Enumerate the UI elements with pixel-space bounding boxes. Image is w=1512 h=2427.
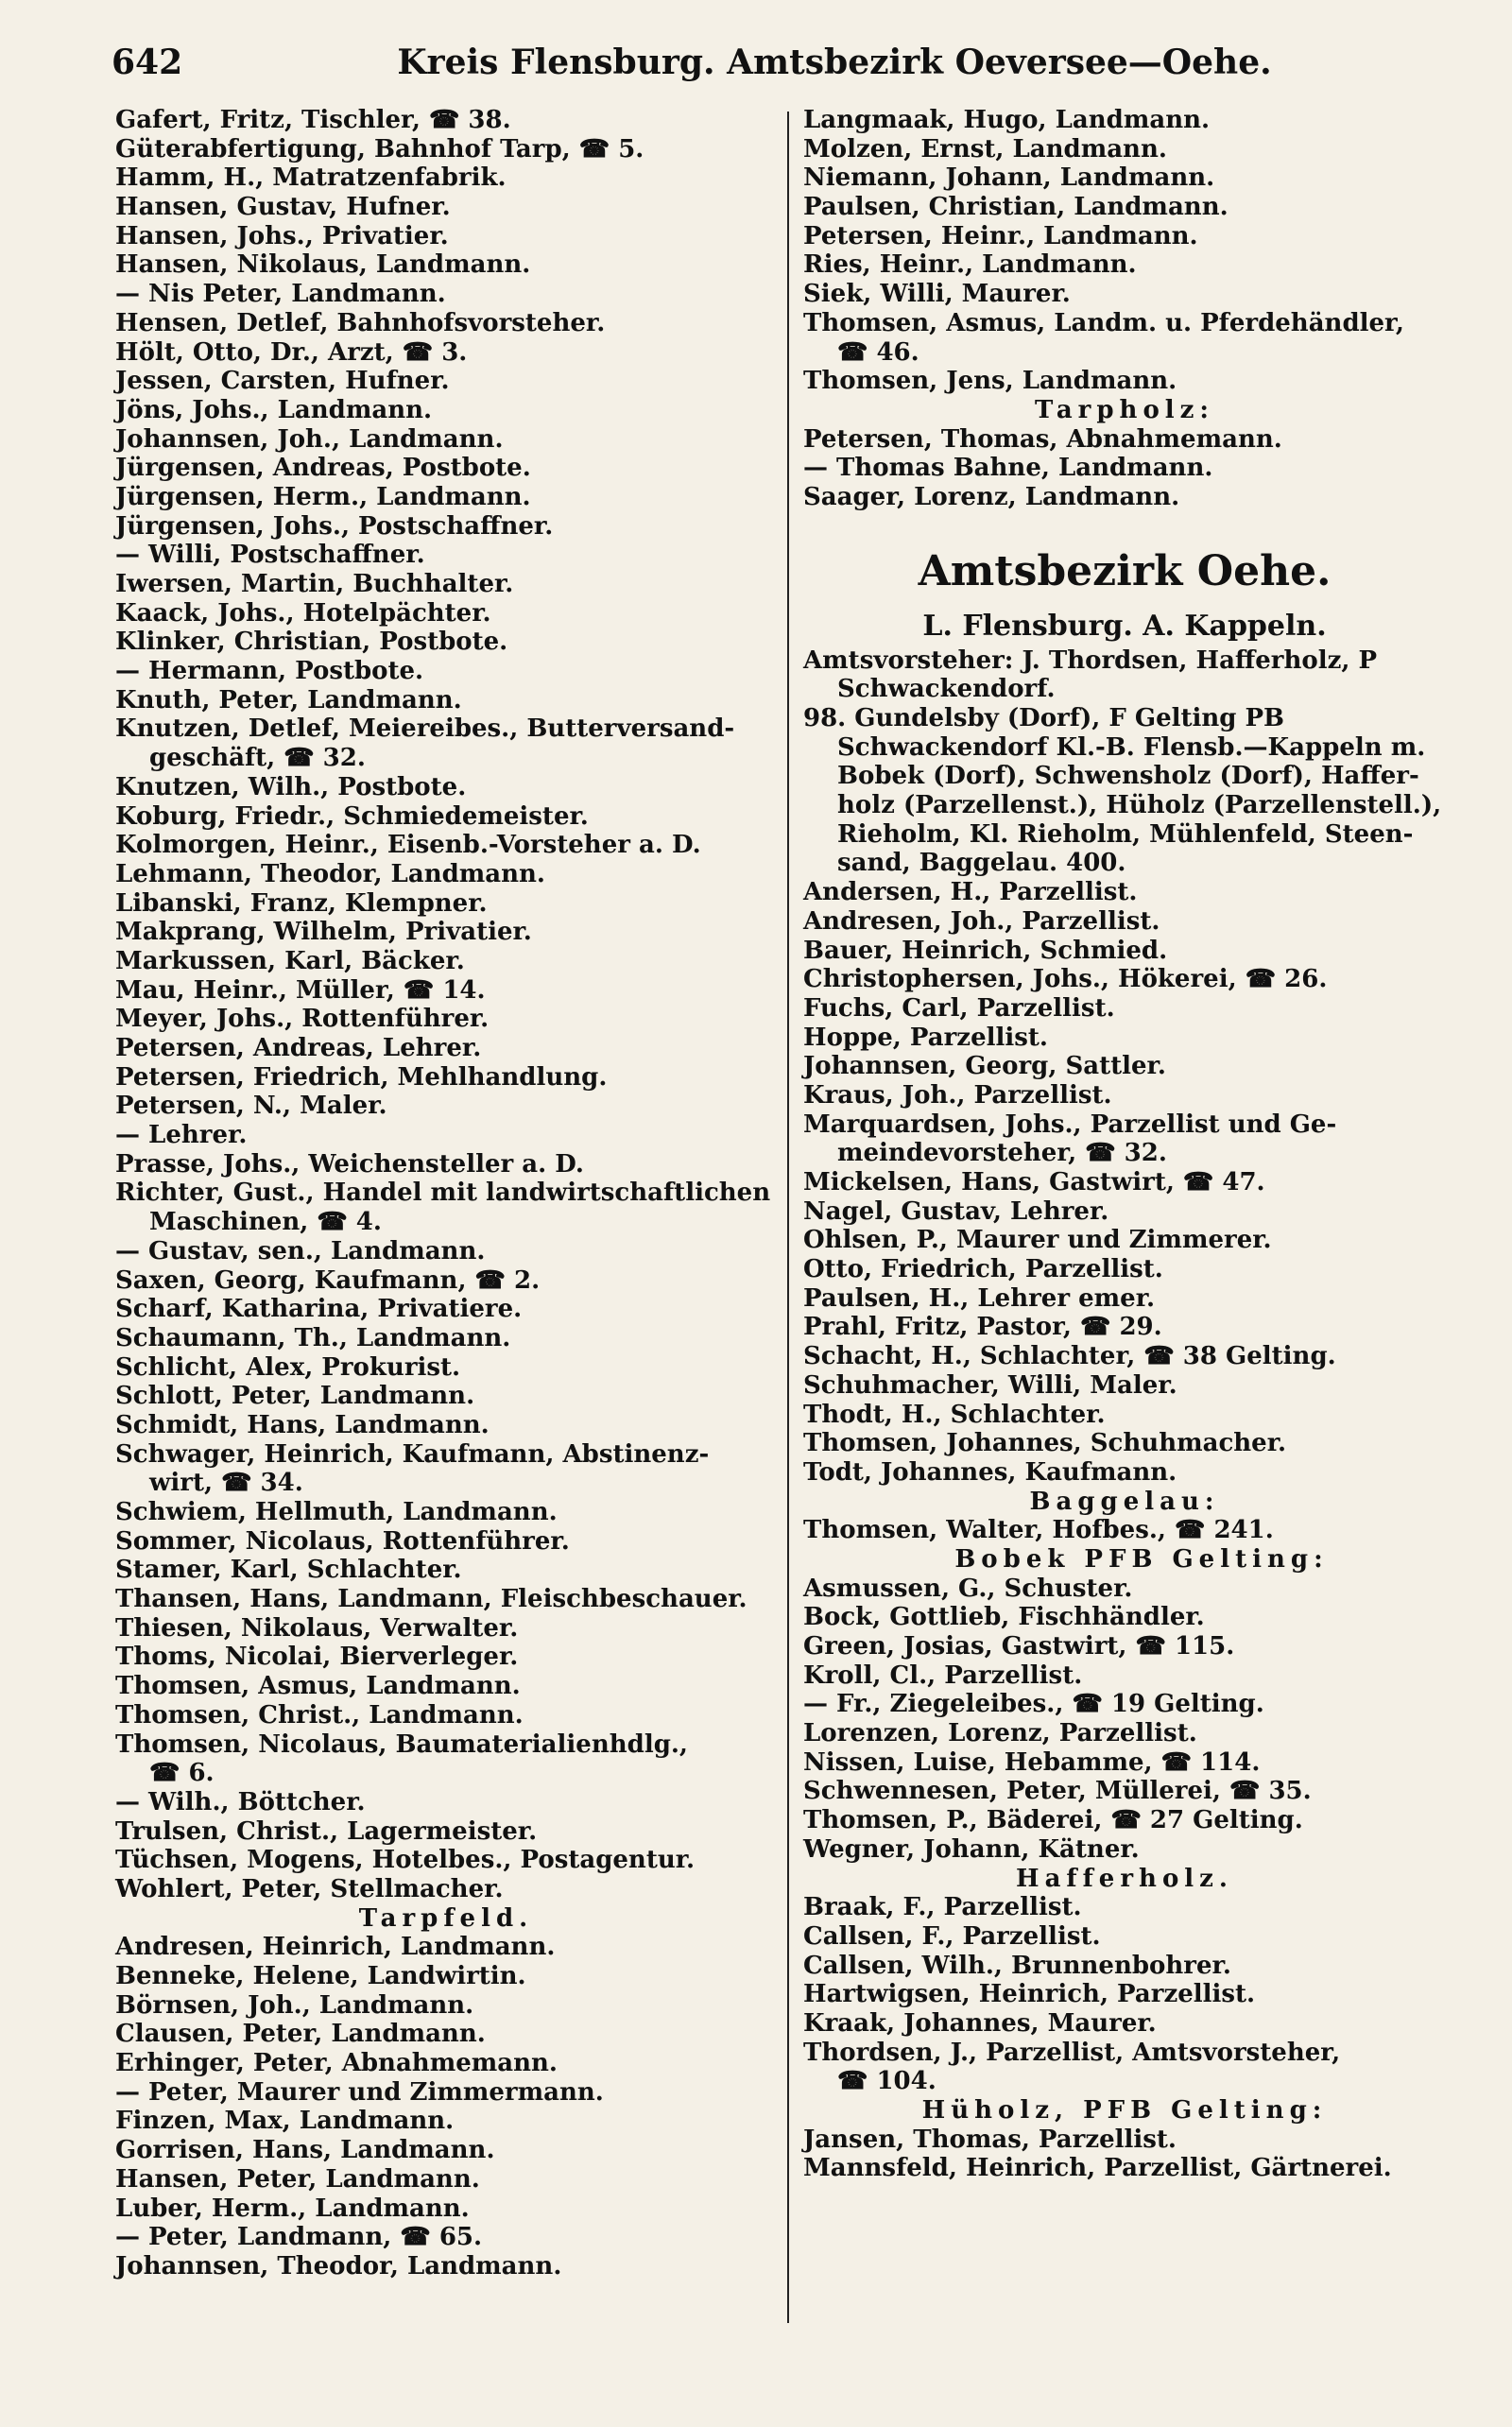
directory-entry: Scharf, Katharina, Privatiere. — [115, 1295, 523, 1324]
directory-entry: Richter, Gust., Handel mit landwirtschaftlichen — [115, 1179, 771, 1208]
directory-entry: Hensen, Detlef, Bahnhofsvorsteher. — [115, 308, 606, 337]
directory-entry: Saxen, Georg, Kaufmann, ☎ 2. — [115, 1265, 541, 1295]
directory-entry: Hamm, H., Matratzenfabrik. — [115, 164, 507, 193]
directory-entry: Ohlsen, P., Maurer und Zimmerer. — [803, 1226, 1272, 1255]
directory-entry: Finzen, Max, Landmann. — [115, 2107, 455, 2136]
directory-entry: Meyer, Johs., Rottenführer. — [115, 1005, 490, 1034]
directory-entry: Langmaak, Hugo, Landmann. — [803, 106, 1211, 134]
directory-entry: Christophersen, Johs., Hökerei, ☎ 26. — [803, 965, 1328, 994]
directory-entry: Prahl, Fritz, Pastor, ☎ 29. — [803, 1313, 1162, 1342]
locality-heading: Hafferholz. — [1016, 1864, 1233, 1893]
directory-entry: Petersen, Thomas, Abnahmemann. — [803, 424, 1282, 454]
entry-continuation: ☎ 104. — [837, 2067, 936, 2096]
entry-continuation: sand, Baggelau. 400. — [837, 849, 1126, 878]
directory-entry: Jansen, Thomas, Parzellist. — [803, 2125, 1177, 2154]
directory-entry: Thomsen, Asmus, Landm. u. Pferdehändler, — [803, 308, 1404, 337]
directory-entry: Sommer, Nicolaus, Rottenführer. — [115, 1526, 570, 1556]
directory-entry: Thomsen, P., Bäderei, ☎ 27 Gelting. — [803, 1806, 1303, 1835]
directory-entry: Andresen, Joh., Parzellist. — [803, 906, 1160, 936]
directory-entry: Hansen, Gustav, Hufner. — [115, 193, 451, 222]
directory-entry: Güterabfertigung, Bahnhof Tarp, ☎ 5. — [115, 134, 644, 164]
directory-entry: Thodt, H., Schlachter. — [803, 1400, 1106, 1429]
right-column — [803, 106, 1446, 2183]
directory-entry: Petersen, Andreas, Lehrer. — [115, 1034, 482, 1062]
directory-entry: Asmussen, G., Schuster. — [803, 1574, 1133, 1603]
directory-entry: Callsen, F., Parzellist. — [803, 1921, 1101, 1951]
locality-heading: Tarpholz: — [1034, 395, 1215, 424]
directory-entry: Thomsen, Jens, Landmann. — [803, 367, 1177, 396]
directory-entry: Hartwigsen, Heinrich, Parzellist. — [803, 1980, 1256, 2009]
directory-entry: — Peter, Landmann, ☎ 65. — [115, 2223, 483, 2252]
directory-entry: Erhinger, Peter, Abnahmemann. — [115, 2049, 558, 2078]
directory-entry: Thomsen, Nicolaus, Baumaterialienhdlg., — [115, 1730, 688, 1759]
directory-entry: Thiesen, Nikolaus, Verwalter. — [115, 1613, 519, 1643]
directory-entry: Clausen, Peter, Landmann. — [115, 2020, 486, 2049]
directory-entry: — Gustav, sen., Landmann. — [115, 1236, 486, 1265]
directory-entry: Kroll, Cl., Parzellist. — [803, 1661, 1083, 1690]
directory-entry: Schaumann, Th., Landmann. — [115, 1323, 511, 1352]
directory-entry: Prasse, Johs., Weichensteller a. D. — [115, 1149, 584, 1179]
directory-entry: Johannsen, Theodor, Landmann. — [115, 2251, 562, 2281]
entry-continuation: Schwackendorf Kl.-B. Flensb.—Kappeln m. — [837, 732, 1426, 762]
directory-entry: — Hermann, Postbote. — [115, 657, 424, 686]
directory-entry: — Wilh., Böttcher. — [115, 1787, 366, 1816]
directory-entry: Benneke, Helene, Landwirtin. — [115, 1962, 526, 1990]
locality-heading: Bobek PFB Gelting: — [954, 1544, 1329, 1574]
running-title: Kreis Flensburg. Amtsbezirk Oeversee—Oehe. — [397, 43, 1272, 82]
directory-entry: Andresen, Heinrich, Landmann. — [115, 1933, 556, 1962]
entry-continuation: meindevorsteher, ☎ 32. — [837, 1139, 1167, 1168]
directory-entry: Thomsen, Christ., Landmann. — [115, 1700, 524, 1730]
directory-entry: Mannsfeld, Heinrich, Parzellist, Gärtnerei. — [803, 2154, 1392, 2183]
directory-entry: Schwiem, Hellmuth, Landmann. — [115, 1498, 558, 1526]
directory-entry: Kaack, Johs., Hotelpächter. — [115, 598, 491, 628]
directory-entry: Schwager, Heinrich, Kaufmann, Abstinenz- — [115, 1439, 710, 1469]
directory-entry: Jessen, Carsten, Hufner. — [115, 367, 450, 396]
entry-continuation: wirt, ☎ 34. — [149, 1469, 303, 1498]
directory-entry: Fuchs, Carl, Parzellist. — [803, 993, 1115, 1023]
directory-entry: Lorenzen, Lorenz, Parzellist. — [803, 1719, 1197, 1748]
directory-entry: Knutzen, Wilh., Postbote. — [115, 772, 467, 801]
district-officer: Amtsvorsteher: J. Thordsen, Hafferholz, P — [803, 645, 1378, 675]
directory-entry: Thansen, Hans, Landmann, Fleischbeschauer. — [115, 1585, 747, 1614]
directory-entry: Nissen, Luise, Hebamme, ☎ 114. — [803, 1747, 1261, 1777]
directory-entry: Green, Josias, Gastwirt, ☎ 115. — [803, 1632, 1235, 1661]
directory-entry: Wegner, Johann, Kätner. — [803, 1834, 1140, 1864]
directory-entry: Hoppe, Parzellist. — [803, 1023, 1048, 1052]
directory-entry: Gorrisen, Hans, Landmann. — [115, 2136, 495, 2165]
directory-entry: Schlicht, Alex, Prokurist. — [115, 1352, 461, 1382]
directory-entry: Stamer, Karl, Schlachter. — [115, 1556, 462, 1585]
directory-entry: Markussen, Karl, Bäcker. — [115, 946, 465, 975]
directory-entry: Thomsen, Walter, Hofbes., ☎ 241. — [803, 1516, 1274, 1545]
directory-entry: Thoms, Nicolai, Bierverleger. — [115, 1643, 519, 1672]
entry-continuation: Rieholm, Kl. Rieholm, Mühlenfeld, Steen- — [837, 819, 1414, 849]
directory-entry: Hansen, Peter, Landmann. — [115, 2164, 480, 2194]
directory-entry: Siek, Willi, Maurer. — [803, 280, 1071, 309]
directory-entry: Kraus, Joh., Parzellist. — [803, 1080, 1112, 1110]
village-entry: 98. Gundelsby (Dorf), F Gelting PB — [803, 704, 1285, 732]
directory-entry: Knuth, Peter, Landmann. — [115, 685, 462, 714]
directory-entry: Mau, Heinr., Müller, ☎ 14. — [115, 975, 486, 1005]
district-heading: Amtsbezirk Oehe. — [918, 546, 1332, 595]
directory-entry: Johannsen, Georg, Sattler. — [803, 1052, 1166, 1081]
directory-entry: Schwennesen, Peter, Müllerei, ☎ 35. — [803, 1777, 1312, 1806]
directory-entry: Koburg, Friedr., Schmiedemeister. — [115, 801, 589, 831]
directory-entry: Mickelsen, Hans, Gastwirt, ☎ 47. — [803, 1168, 1265, 1196]
entry-continuation: Schwackendorf. — [837, 675, 1056, 704]
directory-entry: Luber, Herm., Landmann. — [115, 2194, 470, 2223]
directory-entry: Thomsen, Asmus, Landmann. — [115, 1672, 521, 1701]
left-column — [115, 106, 777, 2281]
directory-entry: Petersen, Heinr., Landmann. — [803, 221, 1198, 250]
directory-entry: Trulsen, Christ., Lagermeister. — [115, 1816, 538, 1846]
entry-continuation: Maschinen, ☎ 4. — [149, 1208, 382, 1237]
directory-entry: — Peter, Maurer und Zimmermann. — [115, 2077, 604, 2107]
locality-heading: Hüholz, PFB Gelting: — [921, 2096, 1328, 2125]
directory-entry: Niemann, Johann, Landmann. — [803, 164, 1215, 193]
directory-entry: Todt, Johannes, Kaufmann. — [803, 1457, 1177, 1487]
directory-entry: Jürgensen, Johs., Postschaffner. — [115, 511, 554, 541]
directory-entry: — Lehrer. — [115, 1121, 248, 1150]
directory-entry: Jürgensen, Herm., Landmann. — [115, 482, 531, 511]
directory-entry: Wohlert, Peter, Stellmacher. — [115, 1874, 504, 1903]
locality-heading: Tarpfeld. — [358, 1903, 534, 1933]
directory-entry: Kolmorgen, Heinr., Eisenb.-Vorsteher a. D. — [115, 831, 701, 860]
directory-entry: Gafert, Fritz, Tischler, ☎ 38. — [115, 106, 511, 134]
directory-entry: Johannsen, Joh., Landmann. — [115, 424, 504, 454]
directory-entry: — Fr., Ziegeleibes., ☎ 19 Gelting. — [803, 1690, 1264, 1719]
page-number: 642 — [112, 43, 183, 82]
entry-continuation: ☎ 46. — [837, 337, 919, 367]
directory-entry: Tüchsen, Mogens, Hotelbes., Postagentur. — [115, 1846, 696, 1875]
entry-continuation: Bobek (Dorf), Schwensholz (Dorf), Haffer- — [837, 762, 1419, 791]
directory-entry: Thordsen, J., Parzellist, Amtsvorsteher, — [803, 2038, 1341, 2067]
directory-entry: Callsen, Wilh., Brunnenbohrer. — [803, 1951, 1231, 1980]
directory-entry: Molzen, Ernst, Landmann. — [803, 134, 1167, 164]
directory-entry: Paulsen, H., Lehrer emer. — [803, 1283, 1156, 1313]
directory-entry: Hölt, Otto, Dr., Arzt, ☎ 3. — [115, 337, 468, 367]
directory-entry: Klinker, Christian, Postbote. — [115, 628, 508, 657]
entry-continuation: ☎ 6. — [149, 1759, 215, 1788]
directory-entry: Lehmann, Theodor, Landmann. — [115, 859, 545, 888]
directory-entry: Nagel, Gustav, Lehrer. — [803, 1196, 1109, 1226]
directory-entry: Knutzen, Detlef, Meiereibes., Butterversand- — [115, 714, 735, 744]
locality-heading: Baggelau: — [1029, 1487, 1220, 1516]
directory-entry: Petersen, N., Maler. — [115, 1092, 387, 1121]
directory-entry: Paulsen, Christian, Landmann. — [803, 193, 1228, 222]
directory-entry: Schuhmacher, Willi, Maler. — [803, 1370, 1177, 1400]
directory-entry: Börnsen, Joh., Landmann. — [115, 1990, 474, 2020]
directory-entry: Bock, Gottlieb, Fischhändler. — [803, 1603, 1205, 1632]
directory-entry: Otto, Friedrich, Parzellist. — [803, 1255, 1163, 1284]
entry-continuation: holz (Parzellenst.), Hüholz (Parzellenstell.), — [837, 791, 1442, 820]
directory-entry: Hansen, Johs., Privatier. — [115, 221, 449, 250]
directory-entry: Andersen, H., Parzellist. — [803, 878, 1138, 907]
column-divider — [787, 112, 789, 2323]
directory-entry: Braak, F., Parzellist. — [803, 1893, 1082, 1922]
directory-entry: Bauer, Heinrich, Schmied. — [803, 936, 1168, 965]
directory-entry: — Nis Peter, Landmann. — [115, 280, 446, 309]
district-subheading: L. Flensburg. A. Kappeln. — [922, 609, 1327, 643]
directory-entry: Jürgensen, Andreas, Postbote. — [115, 454, 531, 483]
directory-entry: Schacht, H., Schlachter, ☎ 38 Gelting. — [803, 1342, 1336, 1371]
directory-entry: Hansen, Nikolaus, Landmann. — [115, 250, 531, 280]
directory-entry: Saager, Lorenz, Landmann. — [803, 482, 1180, 511]
directory-entry: Schlott, Peter, Landmann. — [115, 1382, 475, 1411]
directory-entry: Kraak, Johannes, Maurer. — [803, 2008, 1157, 2038]
directory-entry: Jöns, Johs., Landmann. — [115, 395, 433, 424]
directory-entry: Ries, Heinr., Landmann. — [803, 250, 1137, 280]
directory-entry: Marquardsen, Johs., Parzellist und Ge- — [803, 1110, 1337, 1139]
directory-entry: Thomsen, Johannes, Schuhmacher. — [803, 1429, 1287, 1458]
directory-entry: Petersen, Friedrich, Mehlhandlung. — [115, 1062, 608, 1092]
entry-continuation: geschäft, ☎ 32. — [149, 744, 366, 773]
directory-entry: — Willi, Postschaffner. — [115, 541, 425, 570]
directory-entry: — Thomas Bahne, Landmann. — [803, 454, 1213, 483]
directory-entry: Makprang, Wilhelm, Privatier. — [115, 918, 532, 947]
directory-entry: Schmidt, Hans, Landmann. — [115, 1410, 490, 1439]
directory-entry: Libanski, Franz, Klempner. — [115, 888, 488, 918]
page-header — [112, 36, 1444, 89]
directory-entry: Iwersen, Martin, Buchhalter. — [115, 570, 514, 598]
